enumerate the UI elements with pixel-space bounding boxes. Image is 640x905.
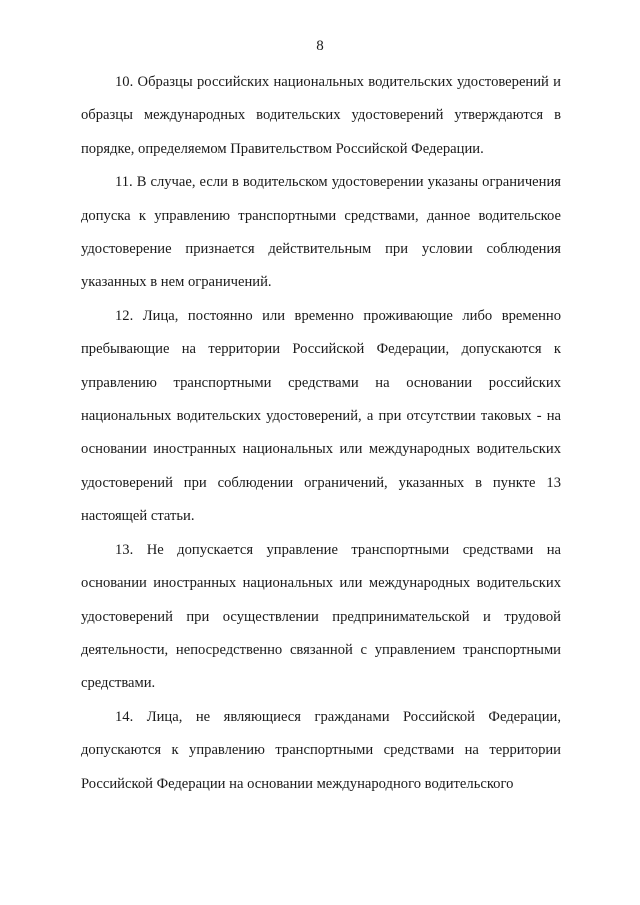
paragraph-10: 10. Образцы российских национальных водительских удостоверений и образцы международных водительских удостоверений утверждаются в порядке, определяемом Правительством Российской Федерации. <box>81 74 561 157</box>
document-body <box>81 66 561 801</box>
paragraph-12: 12. Лица, постоянно или временно проживающие либо временно пребывающие на территории Российской Федерации, допускаются к управлению транспортными средствами на основании российских национальных водительских удостоверений, а при отсутствии таковых - на основании иностранных национальных или международных водительских удостоверений при соблюдении ограничений, указанных в пункте 13 настоящей статьи. <box>81 307 561 525</box>
paragraph-13: 13. Не допускается управление транспортными средствами на основании иностранных национальных или международных водительских удостоверений при осуществлении предпринимательской и трудовой деятельности, непосредственно связанной с управлением транспортными средствами. <box>81 541 561 692</box>
page-number: 8 <box>316 38 324 54</box>
paragraph-14: 14. Лица, не являющиеся гражданами Российской Федерации, допускаются к управлению транспортными средствами на территории Российской Федерации на основании международного водительского <box>81 708 561 792</box>
paragraph-11: 11. В случае, если в водительском удостоверении указаны ограничения допуска к управлению транспортными средствами, данное водительское удостоверение признается действительным при условии соблюдения указанных в нем ограничений. <box>81 174 561 291</box>
